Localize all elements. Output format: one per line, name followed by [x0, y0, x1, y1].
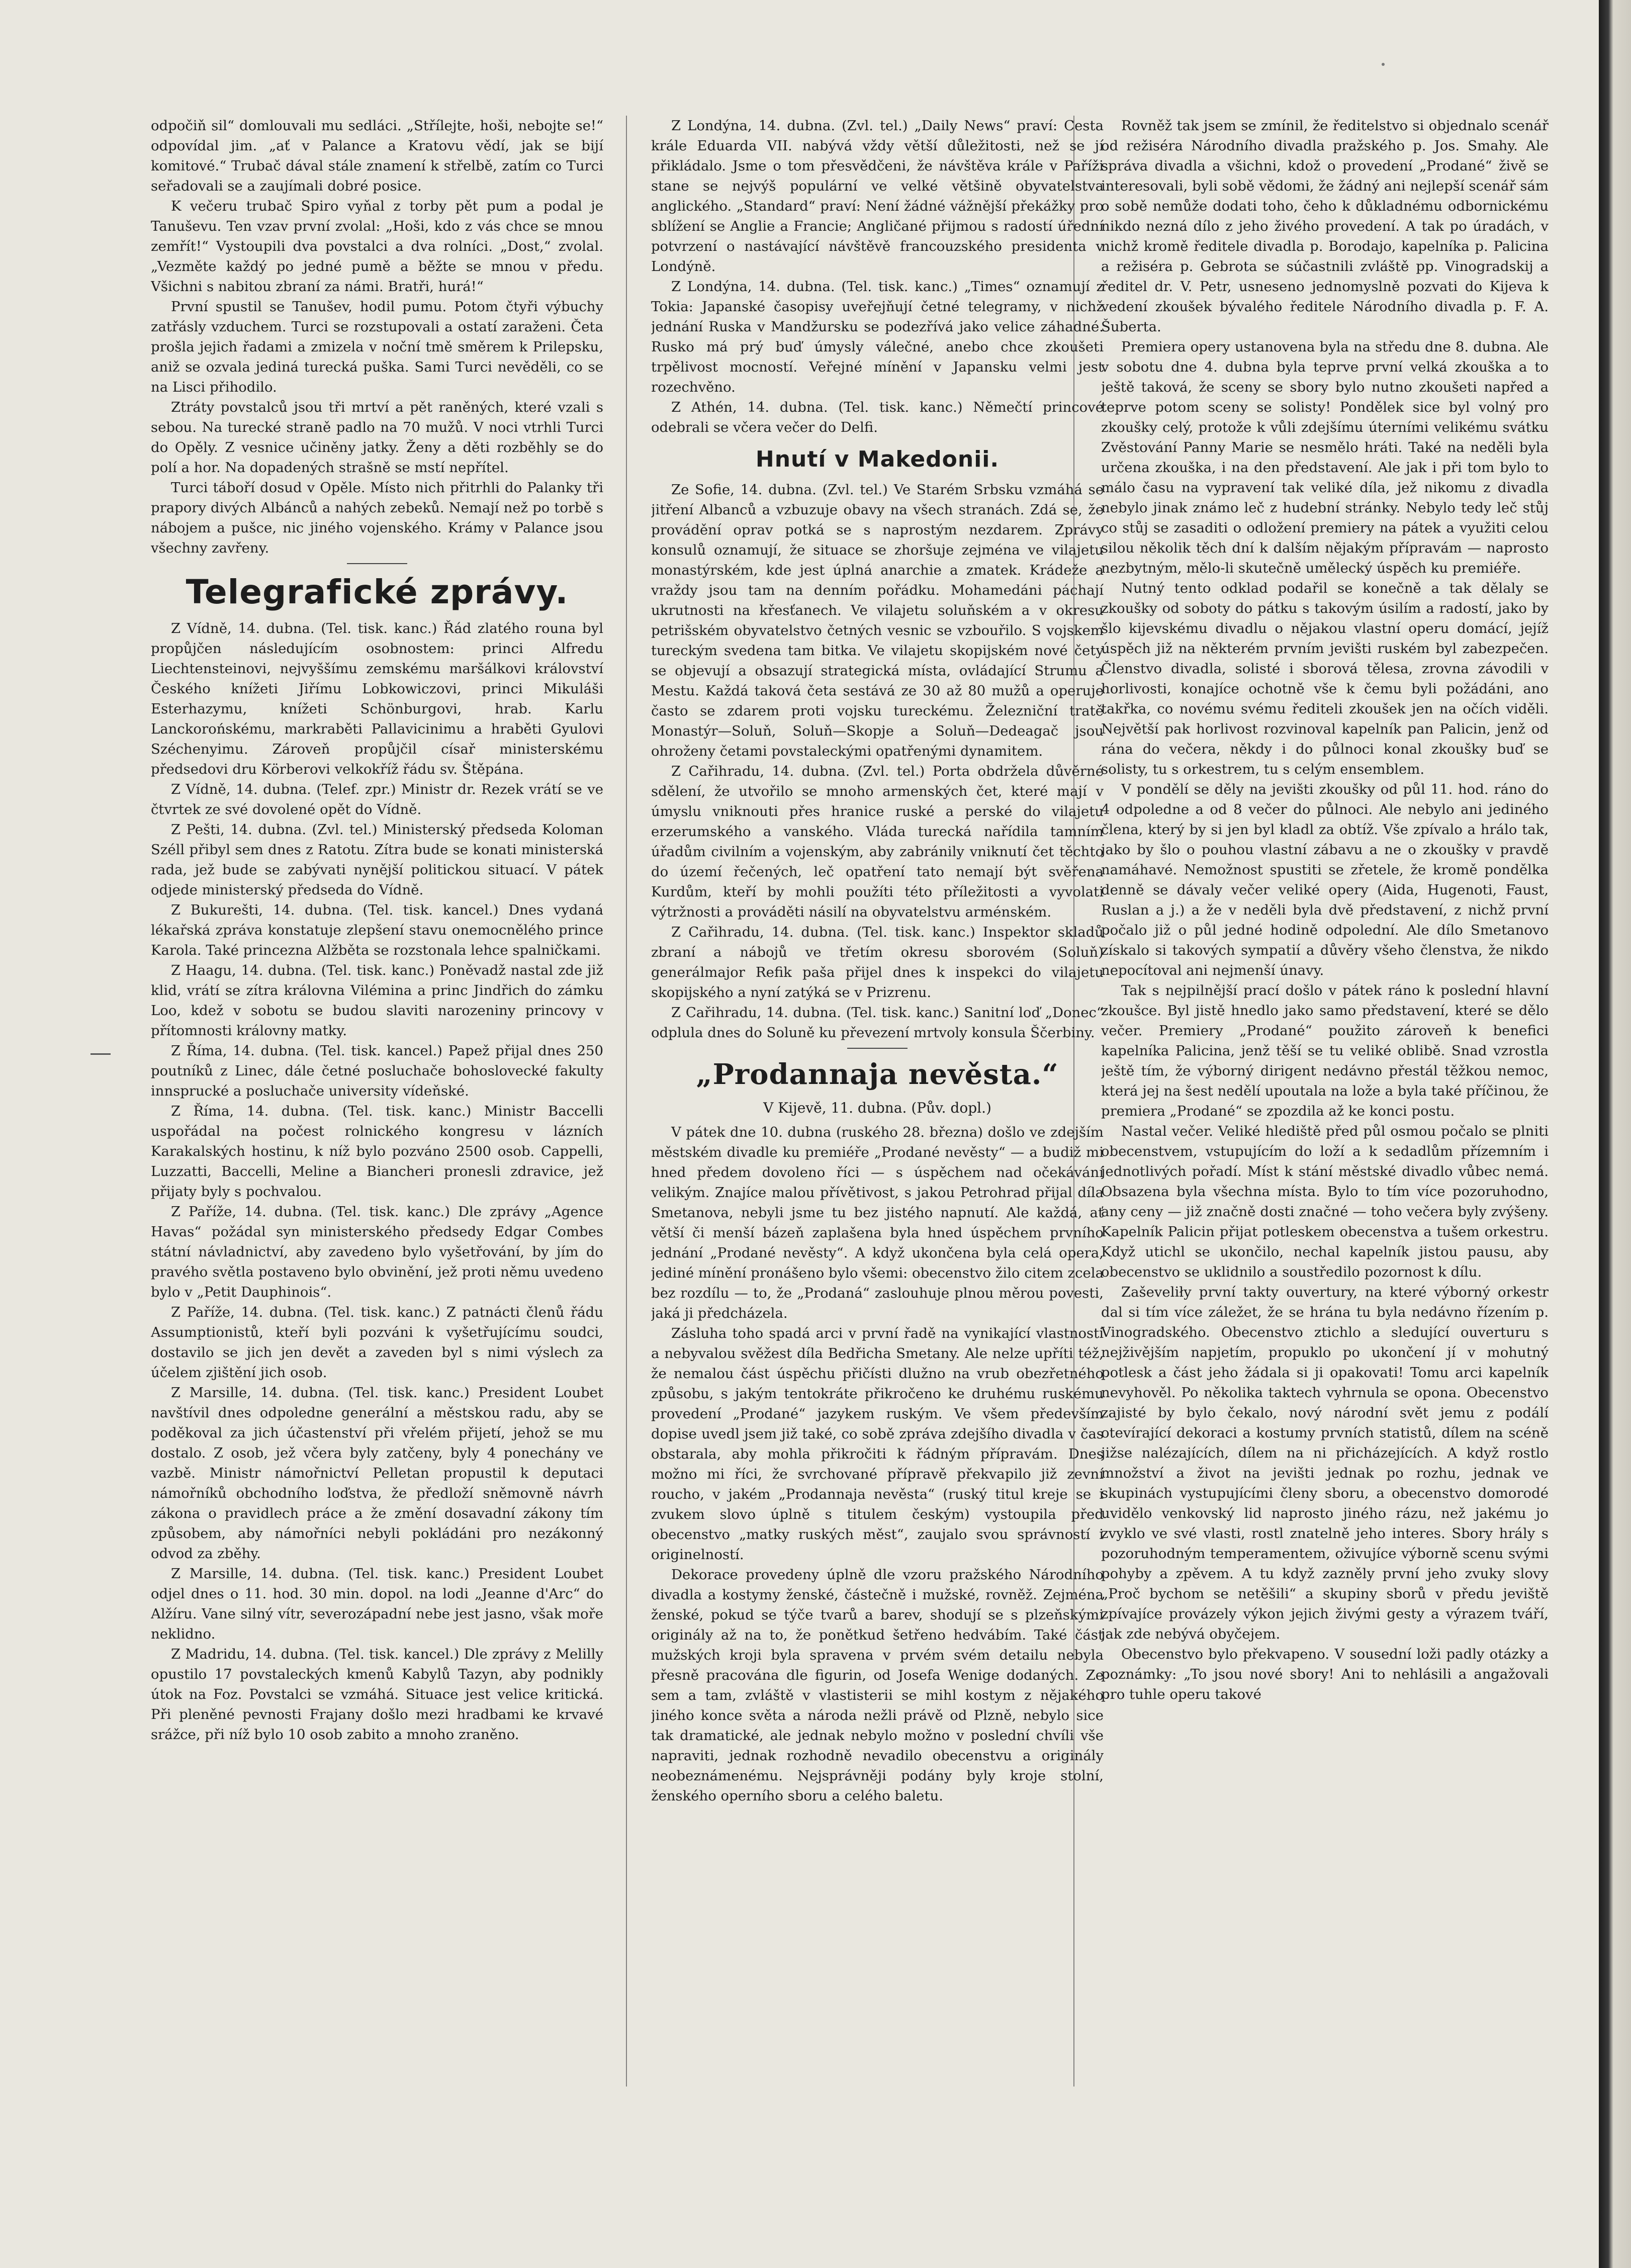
telegram-item: Z Madridu, 14. dubna. (Tel. tisk. kancel.) Dle zprávy z Melilly opustilo 17 povstaleckých kmenů Kabylů Tazyn, aby podnikly útok na Foz. Povstalci se vzmáhá. Situace jest velice kritická. Při pleněné pevnosti Frajany došlo mezi hradbami ke krvavé srážce, při níž bylo 10 osob zabito a mnoho zraněno.: [151, 1646, 603, 1743]
adjacent-page-edge: [1599, 0, 1631, 2268]
telegram-item: Z Cařihradu, 14. dubna. (Tel. tisk. kanc.) Inspektor skladů zbraní a nábojů ve třetím okresu sborovém (Soluň) generálmajor Refik paša přijel dnes k inspekci do vilajetu skopijského a nyní zatýká se v Prizrenu.: [651, 924, 1104, 1001]
section-headline: Telegrafické zprávy.: [186, 573, 569, 611]
article-paragraph: Ztráty povstalců jsou tři mrtví a pět raněných, které vzali s sebou. Na turecké straně padlo na 70 mužů. V noci vtrhli Turci do Opěly. Z vesnice učiněny jatky. Ženy a děti rozběhly se do polí a hor. Na dopadených strašně se mstí nepřítel.: [151, 399, 603, 476]
telegram-item: Z Vídně, 14. dubna. (Tel. tisk. kanc.) Řád zlatého rouna byl propůjčen následujícím osobnostem: princi Alfredu Liechtensteinovi, nejvyššímu zemskému maršálkovi království Českého knížeti Jiřímu Lobkowiczovi, princi Mikuláši Esterhazymu, knížeti Schönburgovi, hrab. Karlu Lanckorońskému, markraběti Pallavicinimu a hraběti Gyulovi Széchenyimu. Zároveň propůjčil císař ministerskému předsedovi dru Körberovi velkokříž řádu sv. Štěpána.: [151, 620, 603, 777]
article-paragraph: První spustil se Tanušev, hodil pumu. Potom čtyři výbuchy zatřásly vzduchem. Turci se rozstupovali a ostatí zaraženi. Četa prošla jejich řadami a zmizela v noční tmě směrem k Prilepsku, aniž se ozvala jediná turecká puška. Sami Turci nevěděli, co se na Lisci přihodilo.: [151, 299, 603, 395]
article-paragraph: Nutný tento odklad podařil se konečně a tak dělaly se zkoušky od soboty do pátku s takovým úsilím a radostí, jako by šlo kijevskému divadlu o nějakou vlastní operu domácí, jejíž úspěch již na některém prvním jevišti ruském byl zabezpečen. Členstvo divadla, solisté i sborová tělesa, zrovna závodili v horlivosti, konajíce ochotně vše k čemu byli požádáni, ano takřka, co novému svému řediteli zkoušek jen na očích viděli. Největší pak horlivost rozvinoval kapelník pan Palicin, jenž od rána do večera, někdy i do půlnoci konal zkoušky buď se solisty, tu s orkestrem, tu s celým ensemblem.: [1101, 580, 1549, 777]
article-paragraph: Tak s nejpilnější prací došlo v pátek ráno k poslední hlavní zkoušce. Byl jistě hnedlo jako samo představení, které se dělo večer. Premiery „Prodané“ použito zároveň k benefici kapelníka Palicina, jenž těší se tu veliké oblibě. Snad vzrostla ještě tím, že výborný dirigent nedávno přestál těžkou nemoc, která jej na šest nedělí upoutala na lože a byla také příčinou, že premiera „Prodané“ se zpozdila až ke konci postu.: [1101, 982, 1549, 1119]
section-divider: [847, 1048, 908, 1049]
article-paragraph: Rovněž tak jsem se zmínil, že ředitelstvo si objednalo scenář od režiséra Národního divadla pražského p. Jos. Smahy. Ale správa divadla a všichni, kdož o provedení „Prodané“ živě se interesovali, byli sobě vědomi, že žádný ani nejlepší scenář sám o sobě nemůže dodati toho, čeho k důkladnému odbornickému nikdo nezná dílo z jeho živého provedení. A tak po úradách, v nichž kromě ředitele divadla p. Borodajo, kapelníka p. Palicina a režiséra p. Gebrota se súčastnili zvláště pp. Vinogradskij a ředitel dr. V. Petr, usneseno jednomyslně pozvati do Kijeva k vedení zkoušek bývalého ředitele Národního divadla p. F. A. Šuberta.: [1101, 118, 1549, 335]
telegram-item: Z Londýna, 14. dubna. (Zvl. tel.) „Daily News“ praví: Cesta krále Eduarda VII. nabývá vždy větší důležitosti, než se jí přikládalo. Jsme o tom přesvědčeni, že návštěva krále v Paříži stane se nejvýš populární ve velké většině obyvatelstva anglického. „Standard“ praví: Není žádné vážnější překážky pro sblížení se Anglie a Francie; Angličané přijmou s radostí úřední potvrzení o nastávající návštěvě francouzského presidenta v Londýně.: [651, 118, 1104, 275]
margin-mark: [90, 1053, 111, 1055]
article-paragraph: Zásluha toho spadá arci v první řadě na vynikající vlastnosti a nebyvalou svěžest díla Bedřicha Smetany. Ale nelze upříti též, že nemalou část úspěchu přičísti dlužno na vrub obezřetného způsobu, s jakým tentokráte přikročeno ke druhému ruskému provedení „Prodané“ jazykem ruským. Ve všem především dopise uvedl jsem již také, co sobě zpráva zdejšího divadla v čas obstarala, aby mohla přikročiti k řádným přípravám. Dnes možno mi říci, že svrchované přípravě překvapilo již zevní roucho, v jakém „Prodannaja nevěsta“ (ruský titul kreje se i zvukem slovo úplně s titulem českým) vystoupila před obecenstvo „matky ruských měst“, zaujalo svou správností i originelností.: [651, 1325, 1104, 1563]
column-2: [651, 116, 1104, 2217]
column-rule: [626, 116, 627, 2086]
article-paragraph: V pátek dne 10. dubna (ruského 28. března) došlo ve zdejším městském divadle ku premiéře „Prodané nevěsty“ — a budiž mi hned předem dovoleno říci — s úspěchem nad očekávání velikým. Znajíce malou přívětivost, s jakou Petrohrad přijal díla Smetanova, nebyli jsme tu bez jistého napnutí. Ale každá, ať větší či menší bázeň zaplašena byla hned úspěchem prvního jednání „Prodané nevěsty“. A když ukončena byla celá opera, jediné mínění pronášeno bylo všemi: obecenstvo žilo citem zcela bez rozdílu — to, že „Prodaná“ zaslouhuje plnou měrou povesti, jaká ji předcházela.: [651, 1124, 1104, 1321]
section-divider: [347, 563, 407, 564]
section-headline: Hnutí v Makedonii.: [755, 446, 1000, 472]
telegram-item: Z Haagu, 14. dubna. (Tel. tisk. kanc.) Poněvadž nastal zde již klid, vrátí se zítra královna Vilémina a princ Jindřich do zámku Loo, kdež v sobotu se budou slaviti narozeniny princovy v přítomnosti královny matky.: [151, 962, 603, 1039]
telegram-item: Z Athén, 14. dubna. (Tel. tisk. kanc.) Němečtí princové odebrali se včera večer do Delfi.: [651, 399, 1104, 435]
article-paragraph: odpočiň sil“ domlouvali mu sedláci. „Střílejte, hoši, nebojte se!“ odpovídal jim. „ať v Palance a Kratovu vědí, jak se bijí komitové.“ Trubač dával stále znamení k střelbě, zatím co Turci seřadovali se a zaujímali dobré posice.: [151, 118, 603, 194]
article-paragraph: Nastal večer. Veliké hlediště před půl osmou počalo se plniti obecenstvem, vstupujícím do loží a k sedadlům přízemním i jednotlivých pořadí. Míst k stání městské divadlo vůbec nemá. Obsazena byla všechna místa. Bylo to tím více pozoruhodno, any ceny — již značně dosti značné — toho večera byly zvýšeny. Kapelník Palicin přijat potleskem obecenstva a tušem orkestru. Když utichl se ukončilo, nechal kapelník jistou pausu, aby obecenstvo se uklidnilo a soustředilo pozornost k dílu.: [1101, 1123, 1549, 1280]
telegram-item: Z Cařihradu, 14. dubna. (Tel. tisk. kanc.) Sanitní loď „Donec“ odplula dnes do Soluně ku převezení mrtvoly konsula Ščerbiny.: [651, 1005, 1104, 1041]
column-1: [151, 116, 603, 2217]
article-paragraph: Dekorace provedeny úplně dle vzoru pražského Národního divadla a kostymy ženské, částečně i mužské, rovněž. Zejména ženské, pokud se týče tvarů a barev, shodují se s plzeňskými originály až na to, že ponětkud šetřeno hedvábím. Také část mužských kroji byla spravena v prvém svém detailu nebyla přesně pracována dle figurin, od Josefa Wenige dodaných. Ze sem a tam, zvláště v vlastisterii se mihl kostym z nějakého jiného konce světa a národa nežli právě od Plzně, nebylo sice tak dramatické, ale jednak nebylo možno v poslední chvíli vše napraviti, jednak rozhodně nevadilo obecenstvu a originály neobeznámenému. Nejsprávněji podány byly kroje stolní, ženského operního sboru a celého baletu.: [651, 1567, 1104, 1804]
article-headline: „Prodannaja nevěsta.“: [696, 1058, 1059, 1091]
column-3: [1101, 116, 1549, 2217]
telegram-item: Z Pešti, 14. dubna. (Zvl. tel.) Ministerský předseda Koloman Széll přibyl sem dnes z Ratotu. Zítra bude se konati ministerská rada, jež bude se zabývati nynější politickou situací. V pátek odjede ministerský předseda do Vídně.: [151, 822, 603, 898]
telegram-item: Z Londýna, 14. dubna. (Tel. tisk. kanc.) „Times“ oznamují z Tokia: Japanské časopisy uveřejňují četné telegramy, v nichž jednání Ruska v Mandžursku se podezřívá jako velice záhadné. Rusko má prý buď úmysly válečné, anebo chce zkoušeti trpělivost mocností. Veřejné mínění v Japansku velmi jest rozechvěno.: [651, 279, 1104, 395]
telegram-item: Z Marsille, 14. dubna. (Tel. tisk. kanc.) President Loubet odjel dnes o 11. hod. 30 min. dopol. na lodi „Jeanne d'Arc“ do Alžíru. Vane silný vítr, severozápadní nebe jest jasno, však moře neklidno.: [151, 1566, 603, 1642]
article-paragraph: K večeru trubač Spiro vyňal z torby pět pum a podal je Tanuševu. Ten vzav první zvolal: „Hoši, kdo z vás chce se mnou zemřít!“ Vystoupili dva povstalci a dva rolníci. „Dost,“ zvolal. „Vezměte každý po jedné pumě a běžte se mnou v předu. Všichni s nabitou zbraní za námi. Bratři, hurá!“: [151, 198, 603, 295]
ink-speck: [1382, 63, 1385, 66]
telegram-item: Z Cařihradu, 14. dubna. (Zvl. tel.) Porta obdržela důvěrné sdělení, že utvořilo se mnoho armenských čet, které mají v úmyslu vniknouti přes hranice ruské a perské do vilajetu erzerumského a vanského. Vláda turecká nařídila tamním úřadům civilním a vojenským, aby zabránily vniknutí čet těchto do území řečených, leč opatření tato nemají být svěřena Kurdům, kteří by mohli použíti této příležitosti a vyvolati výtržnosti a prováděti násilí na obyvatelstvu arménském.: [651, 763, 1104, 920]
article-paragraph: Premiera opery ustanovena byla na středu dne 8. dubna. Ale v sobotu dne 4. dubna byla teprve první velká zkouška a to ještě taková, že sceny se sbory bylo nutno zkoušeti napřed a teprve potom sceny se solisty! Pondělek sice byl volný pro zkoušky celý, protože k vůli zdejšímu úterními velikému svátku Zvěstování Panny Marie se nesmělo hráti. Také na neděli byla určena zkouška, i na den představení. Ale jak i při tom bylo to málo času na vypravení tak veliké díla, jež nikomu z divadla nebylo jinak známo leč z hudební stránky. Nebylo tedy leč stůj co stůj se zasaditi o odložení premiery na pátek a využiti celou silou několik těch dní k dalším nějakým přípravám — naprosto nezbytným, mělo-li skutečně umělecký úspěch ku premiéře.: [1101, 339, 1549, 576]
telegram-item: Z Bukurešti, 14. dubna. (Tel. tisk. kancel.) Dnes vydaná lékařská zpráva konstatuje zlepšení stavu onemocnělého prince Karola. Také princezna Alžběta se rozstonala lehce spalničkami.: [151, 902, 603, 958]
article-paragraph: Turci táboří dosud v Opěle. Místo nich přitrhli do Palanky tři prapory divých Albánců a nahých zebeků. Nemají než po torbě s nábojem a pušce, nic jiného vojenského. Krámy v Palance jsou všechny zavřeny.: [151, 480, 603, 556]
telegram-item: Z Vídně, 14. dubna. (Telef. zpr.) Ministr dr. Rezek vrátí se ve čtvrtek ze své dovolené opět do Vídně.: [151, 781, 603, 818]
telegram-item: Z Paříže, 14. dubna. (Tel. tisk. kanc.) Dle zprávy „Agence Havas“ požádal syn ministerského předsedy Edgar Combes státní návladnictví, aby zavedeno bylo vyšetřování, by jím do pravého světla postaveno bylo obvinění, jež proti němu uvedeno bylo v „Petit Dauphinois“.: [151, 1204, 603, 1300]
telegram-item: Z Říma, 14. dubna. (Tel. tisk. kanc.) Ministr Baccelli uspořádal na počest rolnického kongresu v lázních Karakalských hostinu, k níž bylo pozváno 2500 osob. Cappelli, Luzzatti, Baccelli, Meline a Biancheri pronesli zdravice, jež přijaty byly s pochvalou.: [151, 1103, 603, 1200]
dateline: V Kijevě, 11. dubna. (Pův. dopl.): [763, 1100, 991, 1116]
telegram-item: Z Marsille, 14. dubna. (Tel. tisk. kanc.) President Loubet navštívil dnes odpoledne generální a městskou radu, aby se poděkoval za jich účastenství při vřelém přijetí, jehož se mu dostalo. Z osob, jež včera byly zatčeny, byly 4 ponechány ve vazbě. Ministr námořnictví Pelletan propustil k deputaci námořníků obchodního loďstva, že předloží sněmovně návrh zákona o pravidlech práce a že změní dosavadní zákony tím způsobem, aby námořníci nebyli pokládáni pro nezákonný odvod za zběhy.: [151, 1385, 603, 1562]
telegram-item: Z Paříže, 14. dubna. (Tel. tisk. kanc.) Z patnácti členů řádu Assumptionistů, kteří byli pozváni k vyšetřujícímu soudci, dostavilo se jich jen devět a zaveden byl s nimi výslech za účelem zjištění jich osob.: [151, 1304, 603, 1381]
article-paragraph: Zaševeliły první takty ouvertury, na které výborný orkestr dal si tím více záležet, že se hrána tu byla nedávno řízením p. Vinogradského. Obecenstvo ztichlo a sledující ouverturu s nejživějším napjetím, propuklo po ukončení jí v mohutný potlesk a část jeho žádala si ji opakovati! Tomu arci kapelník nevyhověl. Po několika taktech vyhrnula se opona. Obecenstvo zajisté by bylo čekalo, nový národní svět jemu z podálí otevírající dekoraci a kostumy prvních statistů, dílem na scéně jižse nalézajících, dílem na ni přicházejících. A když rostlo množství a život na jevišti jednak po rozhu, jednak ve skupinách vystupujícími členy sboru, a obecenstvo domorodé uvidělo venkovský lid naprosto jiného rázu, než jakému jo zvyklo ve své vlasti, rostl znatelně jeho interes. Sbory hrály s pozoruhodným temperamentem, oživujíce výborně scenu svými pohyby a zpěvem. A tu když zazněly první jeho zvuky slovy „Proč bychom se netěšili“ a skupiny sborů v předu jeviště zpívajíce provázely výkon jejich živými gesty a výrazem tváří, jak zde nebývá obyčejem.: [1101, 1284, 1549, 1642]
telegram-item: Z Říma, 14. dubna. (Tel. tisk. kancel.) Papež přijal dnes 250 poutníků z Linec, dále četné posluchače bohoslovecké fakulty innsprucké a posluchače university vídeňské.: [151, 1043, 603, 1099]
article-paragraph: Obecenstvo bylo překvapeno. V sousední loži padly otázky a poznámky: „To jsou nové sbory! Ani to nehlásili a angažovali pro tuhle operu takové: [1101, 1646, 1549, 1702]
telegram-item: Ze Sofie, 14. dubna. (Zvl. tel.) Ve Starém Srbsku vzmáhá se jitření Albanců a vzbuzuje obavy na všech stranách. Zdá se, že provádění oprav potká se s naprostým nezdarem. Zprávy konsulů oznamují, že situace se zhoršuje zejména ve vilajetu monastýrském, kde jest úplná anarchie a zmatek. Krádeže a vraždy jsou tam na denním pořádku. Mohamedáni páchají ukrutnosti na křesťanech. Ve vilajetu soluňském a v okresu petrišském obyvatelstvo četných vesnic se vzbouřilo. S vojskem tureckým svedena tam bitka. Ve vilajetu skopijském nové čety se objevují a obsazují strategická místa, ovládající Strumu a Mestu. Každá taková četa sestává ze 30 až 80 mužů a operuje často se zdarem proti vojsku tureckému. Železniční tratě Monastýr—Soluň, Soluň—Skopje a Soluň—Dedeagač jsou ohroženy četami povstaleckými opatřenými dynamitem.: [651, 482, 1104, 759]
article-paragraph: V pondělí se děly na jevišti zkoušky od půl 11. hod. ráno do 4 odpoledne a od 8 večer do půlnoci. Ale nebylo ani jediného člena, který by si jen byl kladl za obtíž. Vše zpívalo a hrálo tak, jako by šlo o pouhou vlastní zábavu a ne o zkoušky v pravdě namáhavé. Nemožnost spustiti se zřetele, že kromě pondělka denně se dávaly večer veliké opery (Aida, Hugenoti, Faust, Ruslan a j.) a že v neděli byla dvě představení, z nichž první počalo již o půl jedné hodině odpolední. Ale dílo Smetanovo získalo si takových sympatií a důvěry všeho členstva, že nikdo nepocítoval ani nejmenší únavy.: [1101, 781, 1549, 978]
